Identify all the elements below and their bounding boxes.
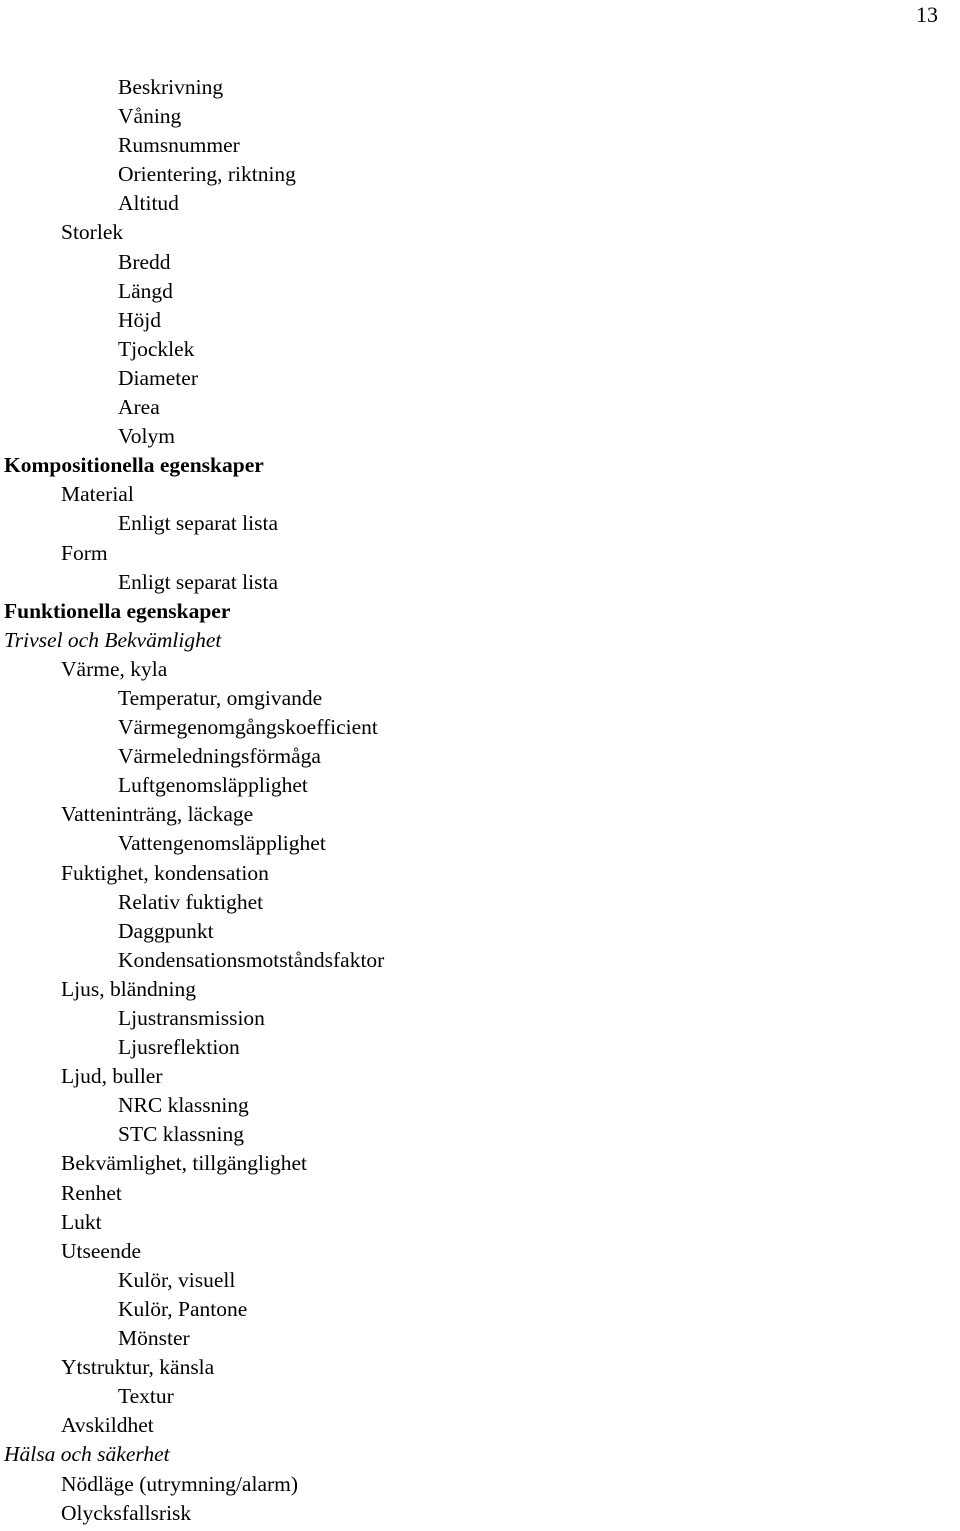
category-item: Utseende	[61, 1238, 141, 1263]
property-item: NRC klassning	[118, 1093, 249, 1118]
category-item: Vatteninträng, läckage	[61, 802, 254, 827]
category-item: Renhet	[61, 1180, 122, 1205]
category-item: Storlek	[61, 220, 124, 245]
page-number: 13	[916, 2, 938, 27]
category-item: Ytstruktur, känsla	[61, 1355, 215, 1380]
subsection-heading: Trivsel och Bekvämlighet	[4, 627, 222, 652]
property-item: Värmeledningsförmåga	[118, 744, 321, 769]
property-item: Höjd	[118, 307, 161, 332]
property-item: Enligt separat lista	[118, 511, 279, 536]
property-outline-list	[4, 73, 384, 1528]
subsection-heading: Hälsa och säkerhet	[4, 1442, 170, 1467]
property-item: Rumsnummer	[118, 133, 240, 158]
property-item: Kondensationsmotståndsfaktor	[118, 947, 385, 972]
section-heading: Funktionella egenskaper	[4, 598, 231, 623]
property-item: Daggpunkt	[118, 918, 214, 943]
property-item: Ljusreflektion	[118, 1035, 240, 1060]
category-item: Nödläge (utrymning/alarm)	[61, 1471, 299, 1496]
property-item: Ljustransmission	[118, 1006, 265, 1030]
category-item: Form	[61, 540, 108, 565]
category-item: Lukt	[61, 1209, 102, 1234]
property-item: Altitud	[118, 191, 179, 216]
property-item: Våning	[118, 104, 182, 129]
property-item: Volym	[118, 424, 175, 449]
property-item: Relativ fuktighet	[118, 889, 264, 914]
category-item: Material	[61, 482, 134, 507]
property-item: STC klassning	[118, 1122, 245, 1147]
section-heading: Kompositionella egenskaper	[4, 453, 264, 478]
category-item: Värme, kyla	[61, 656, 168, 681]
property-item: Mönster	[118, 1326, 190, 1351]
property-item: Kulör, visuell	[118, 1267, 236, 1292]
property-item: Värmegenomgångskoefficient	[118, 715, 378, 740]
property-item: Kulör, Pantone	[118, 1296, 248, 1321]
property-item: Längd	[118, 278, 173, 303]
category-item: Ljus, bländning	[61, 976, 196, 1001]
category-item: Avskildhet	[61, 1413, 154, 1438]
property-item: Enligt separat lista	[118, 569, 279, 594]
property-item: Temperatur, omgivande	[118, 685, 323, 710]
property-item: Diameter	[118, 365, 198, 390]
category-item: Olycksfallsrisk	[61, 1500, 192, 1525]
property-item: Vattengenomsläpplighet	[118, 831, 326, 856]
category-item: Bekvämlighet, tillgänglighet	[61, 1151, 308, 1176]
category-item: Fuktighet, kondensation	[61, 860, 269, 885]
property-item: Bredd	[118, 249, 171, 274]
property-item: Orientering, riktning	[118, 162, 296, 187]
property-item: Tjocklek	[118, 336, 195, 361]
property-item: Beskrivning	[118, 75, 224, 99]
property-item: Area	[118, 395, 160, 420]
category-item: Ljud, buller	[61, 1064, 163, 1089]
property-item: Textur	[118, 1384, 174, 1409]
property-item: Luftgenomsläpplighet	[118, 773, 308, 798]
